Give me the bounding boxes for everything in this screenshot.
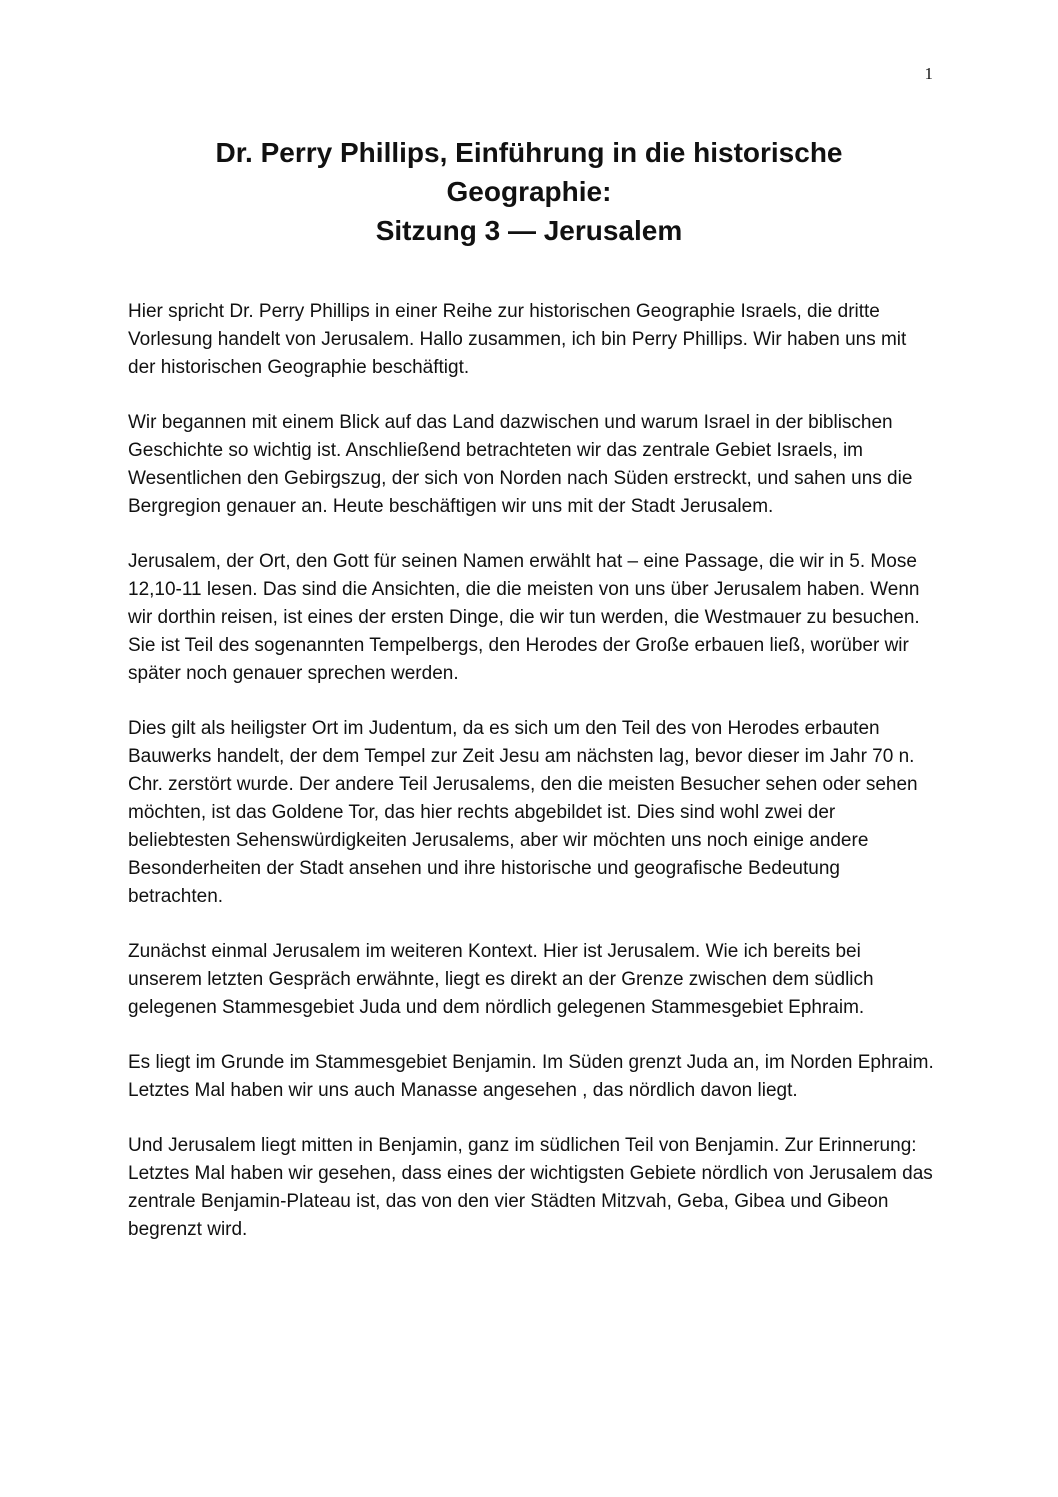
paragraph-1: Hier spricht Dr. Perry Phillips in einer Reihe zur historischen Geographie Israels, die dritte Vorlesung handelt von Jerusalem. Hallo zusammen, ich bin Perry Phillips. Wir haben uns mit der historischen Geographie beschäftigt. xyxy=(128,301,907,378)
paragraph-3: Jerusalem, der Ort, den Gott für seinen Namen erwählt hat – eine Passage, die wir in 5. Mose 12,10-11 lesen. Das sind die Ansichten, die die meisten von uns über Jerusalem haben. Wenn wir dorthin reisen, ist eines der ersten Dinge, die wir tun werden, die Westmauer zu besuchen. Sie ist Teil des sogenannten Tempelbergs, den Herodes der Große erbauen ließ, worüber wir später noch genauer sprechen werden. xyxy=(128,551,920,684)
paragraph-2: Wir begannen mit einem Blick auf das Land dazwischen und warum Israel in der biblischen Geschichte so wichtig ist. Anschließend betrachteten wir das zentrale Gebiet Israels, im Wesentlichen den Gebirgszug, der sich von Norden nach Süden erstreckt, und sahen uns die Bergregion genauer an. Heute beschäftigen wir uns mit der Stadt Jerusalem. xyxy=(128,412,913,517)
document-body xyxy=(128,298,934,1271)
paragraph-5: Zunächst einmal Jerusalem im weiteren Kontext. Hier ist Jerusalem. Wie ich bereits bei unserem letzten Gespräch erwähnte, liegt es direkt an der Grenze zwischen dem südlich gelegenen Stammesgebiet Juda und dem nördlich gelegenen Stammesgebiet Ephraim. xyxy=(128,941,874,1018)
title-line-3: Sitzung 3 — Jerusalem xyxy=(375,215,683,246)
paragraph-6: Es liegt im Grunde im Stammesgebiet Benjamin. Im Süden grenzt Juda an, im Norden Ephraim. Letztes Mal haben wir uns auch Manasse angesehen , das nördlich davon liegt. xyxy=(128,1052,934,1101)
page-number: 1 xyxy=(924,64,933,83)
paragraph-4: Dies gilt als heiligster Ort im Judentum, da es sich um den Teil des von Herodes erbauten Bauwerks handelt, der dem Tempel zur Zeit Jesu am nächsten lag, bevor dieser im Jahr 70 n. Chr. zerstört wurde. Der andere Teil Jerusalems, den die meisten Besucher sehen oder sehen möchten, ist das Goldene Tor, das hier rechts abgebildet ist. Dies sind wohl zwei der beliebtesten Sehenswürdigkeiten Jerusalems, aber wir möchten uns noch einige andere Besonderheiten der Stadt ansehen und ihre historische und geografische Bedeutung betrachten. xyxy=(128,718,918,907)
paragraph-7: Und Jerusalem liegt mitten in Benjamin, ganz im südlichen Teil von Benjamin. Zur Erinnerung: Letztes Mal haben wir gesehen, dass eines der wichtigsten Gebiete nördlich von Jerusalem das zentrale Benjamin-Plateau ist, das von den vier Städten Mitzvah, Geba, Gibea und Gibeon begrenzt wird. xyxy=(128,1135,933,1240)
title-line-2: Geographie: xyxy=(446,176,612,207)
title-line-1: Dr. Perry Phillips, Einführung in die historische xyxy=(215,137,843,168)
document-title xyxy=(90,133,968,250)
